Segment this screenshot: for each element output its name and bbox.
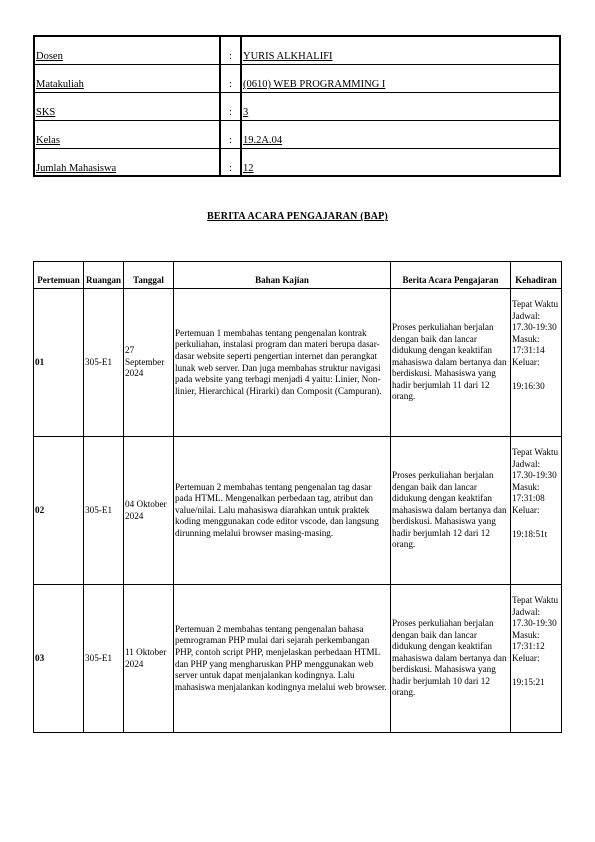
header-berita-acara: Berita Acara Pengajaran [391, 262, 511, 289]
info-separator: : [221, 149, 242, 177]
cell-tanggal: 27 September 2024 [124, 289, 174, 437]
info-value: 3 [243, 107, 249, 118]
table-row [34, 437, 562, 585]
info-label: Dosen [35, 37, 221, 65]
info-label: Jumlah Mahasiswa [35, 149, 221, 177]
attendance-masuk: 17:31:12 [512, 641, 545, 652]
attendance-masuk-label: Masuk: [512, 333, 540, 344]
attendance-jadwal-label: Jadwal: [512, 606, 541, 617]
cell-berita-acara: Proses perkuliahan berjalan dengan baik dan lancar didukung dengan keaktifan mahasiswa dalam bertanya dan berdiskusi. Mahasiswa yang hadir berjumlah 10 dari 12 orang. [391, 585, 511, 733]
info-label: SKS [35, 93, 221, 121]
info-row-jumlah-mahasiswa [35, 149, 559, 177]
info-label: Matakuliah [35, 65, 221, 93]
attendance-jadwal: 17.30-19:30 [512, 322, 557, 333]
cell-pertemuan: 01 [34, 289, 84, 437]
attendance-masuk-label: Masuk: [512, 481, 540, 492]
cell-tanggal: 11 Oktober 2024 [124, 585, 174, 733]
header-tanggal: Tanggal [124, 262, 174, 289]
info-separator: : [221, 37, 242, 65]
attendance-keluar-label: Keluar: [512, 356, 540, 367]
table-row [34, 289, 562, 437]
info-row-kelas [35, 121, 559, 149]
cell-ruangan: 305-E1 [84, 289, 124, 437]
header-pertemuan: Pertemuan [34, 262, 84, 289]
cell-bahan-kajian: Pertemuan 2 membahas tentang pengenalan tag dasar pada HTML. Mengenalkan perbedaan tag, atribut dan value/nilai. Lalu mahasiswa diarahkan untuk praktek koding menggunakan code editor vscode, dan langsung dirunning melalui browser masing-masing. [174, 437, 391, 585]
attendance-jadwal-label: Jadwal: [512, 458, 541, 469]
info-separator: : [221, 93, 242, 121]
attendance-keluar: 19:16:30 [512, 380, 545, 391]
cell-berita-acara: Proses perkuliahan berjalan dengan baik dan lancar didukung dengan keaktifan mahasiswa dalam bertanya dan berdiskusi. Mahasiswa yang hadir berjumlah 11 dari 12 orang. [391, 289, 511, 437]
cell-bahan-kajian: Pertemuan 1 membahas tentang pengenalan kontrak perkuliahan, instalasi program dan materi berupa dasar-dasar website seperti pengertian internet dan perangkat lunak web server. Dan juga membahas struktur navigasi pada website yang terbagi menjadi 4 yaitu: Linier, Non-linier, Hierarchical (Hirarki) dan Composit (Campuran). [174, 289, 391, 437]
info-row-matakuliah [35, 65, 559, 93]
table-row [34, 585, 562, 733]
info-value: 19.2A.04 [243, 135, 283, 146]
cell-pertemuan: 03 [34, 585, 84, 733]
cell-ruangan: 305-E1 [84, 585, 124, 733]
attendance-keluar: 19:18:51t [512, 528, 548, 539]
cell-kehadiran [511, 437, 562, 585]
attendance-status: Tepat Waktu [512, 447, 559, 457]
attendance-jadwal: 17.30-19:30 [512, 470, 557, 481]
attendance-keluar: 19:15:21 [512, 676, 545, 687]
table-header-row [34, 262, 562, 289]
cell-tanggal: 04 Oktober 2024 [124, 437, 174, 585]
header-kehadiran: Kehadiran [511, 262, 562, 289]
header-bahan-kajian: Bahan Kajian [174, 262, 391, 289]
cell-kehadiran [511, 289, 562, 437]
cell-pertemuan: 02 [34, 437, 84, 585]
cell-ruangan: 305-E1 [84, 437, 124, 585]
attendance-masuk: 17:31:14 [512, 345, 545, 356]
attendance-keluar-label: Keluar: [512, 504, 540, 515]
info-row-dosen [35, 37, 559, 65]
info-value: 12 [243, 163, 254, 174]
attendance-status: Tepat Waktu [512, 595, 559, 605]
attendance-status: Tepat Waktu [512, 299, 559, 309]
document-title: BERITA ACARA PENGAJARAN (BAP) [207, 211, 388, 222]
attendance-masuk-label: Masuk: [512, 629, 540, 640]
attendance-jadwal-label: Jadwal: [512, 310, 541, 321]
info-value: YURIS ALKHALIFI [243, 51, 333, 62]
attendance-jadwal: 17.30-19:30 [512, 618, 557, 629]
attendance-masuk: 17:31:08 [512, 493, 545, 504]
cell-kehadiran [511, 585, 562, 733]
info-separator: : [221, 121, 242, 149]
info-separator: : [221, 65, 242, 93]
info-row-sks [35, 93, 559, 121]
info-value: (0610) WEB PROGRAMMING I [243, 79, 386, 90]
cell-bahan-kajian: Pertemuan 2 membahas tentang pengenalan bahasa pemrograman PHP mulai dari sejarah perkembangan PHP, contoh script PHP, menjelaskan perbedaan HTML dan PHP yang mengharuskan PHP menggunakan web server untuk dapat menjalankan kodingnya. Lalu mahasiswa menjalankan kodingnya melalui web browser. [174, 585, 391, 733]
info-label: Kelas [35, 121, 221, 149]
bap-table [33, 261, 562, 733]
course-info-table [33, 35, 561, 177]
header-ruangan: Ruangan [84, 262, 124, 289]
attendance-keluar-label: Keluar: [512, 652, 540, 663]
cell-berita-acara: Proses perkuliahan berjalan dengan baik dan lancar didukung dengan keaktifan mahasiswa dalam bertanya dan berdiskusi. Mahasiswa yang hadir berjumlah 12 dari 12 orang. [391, 437, 511, 585]
